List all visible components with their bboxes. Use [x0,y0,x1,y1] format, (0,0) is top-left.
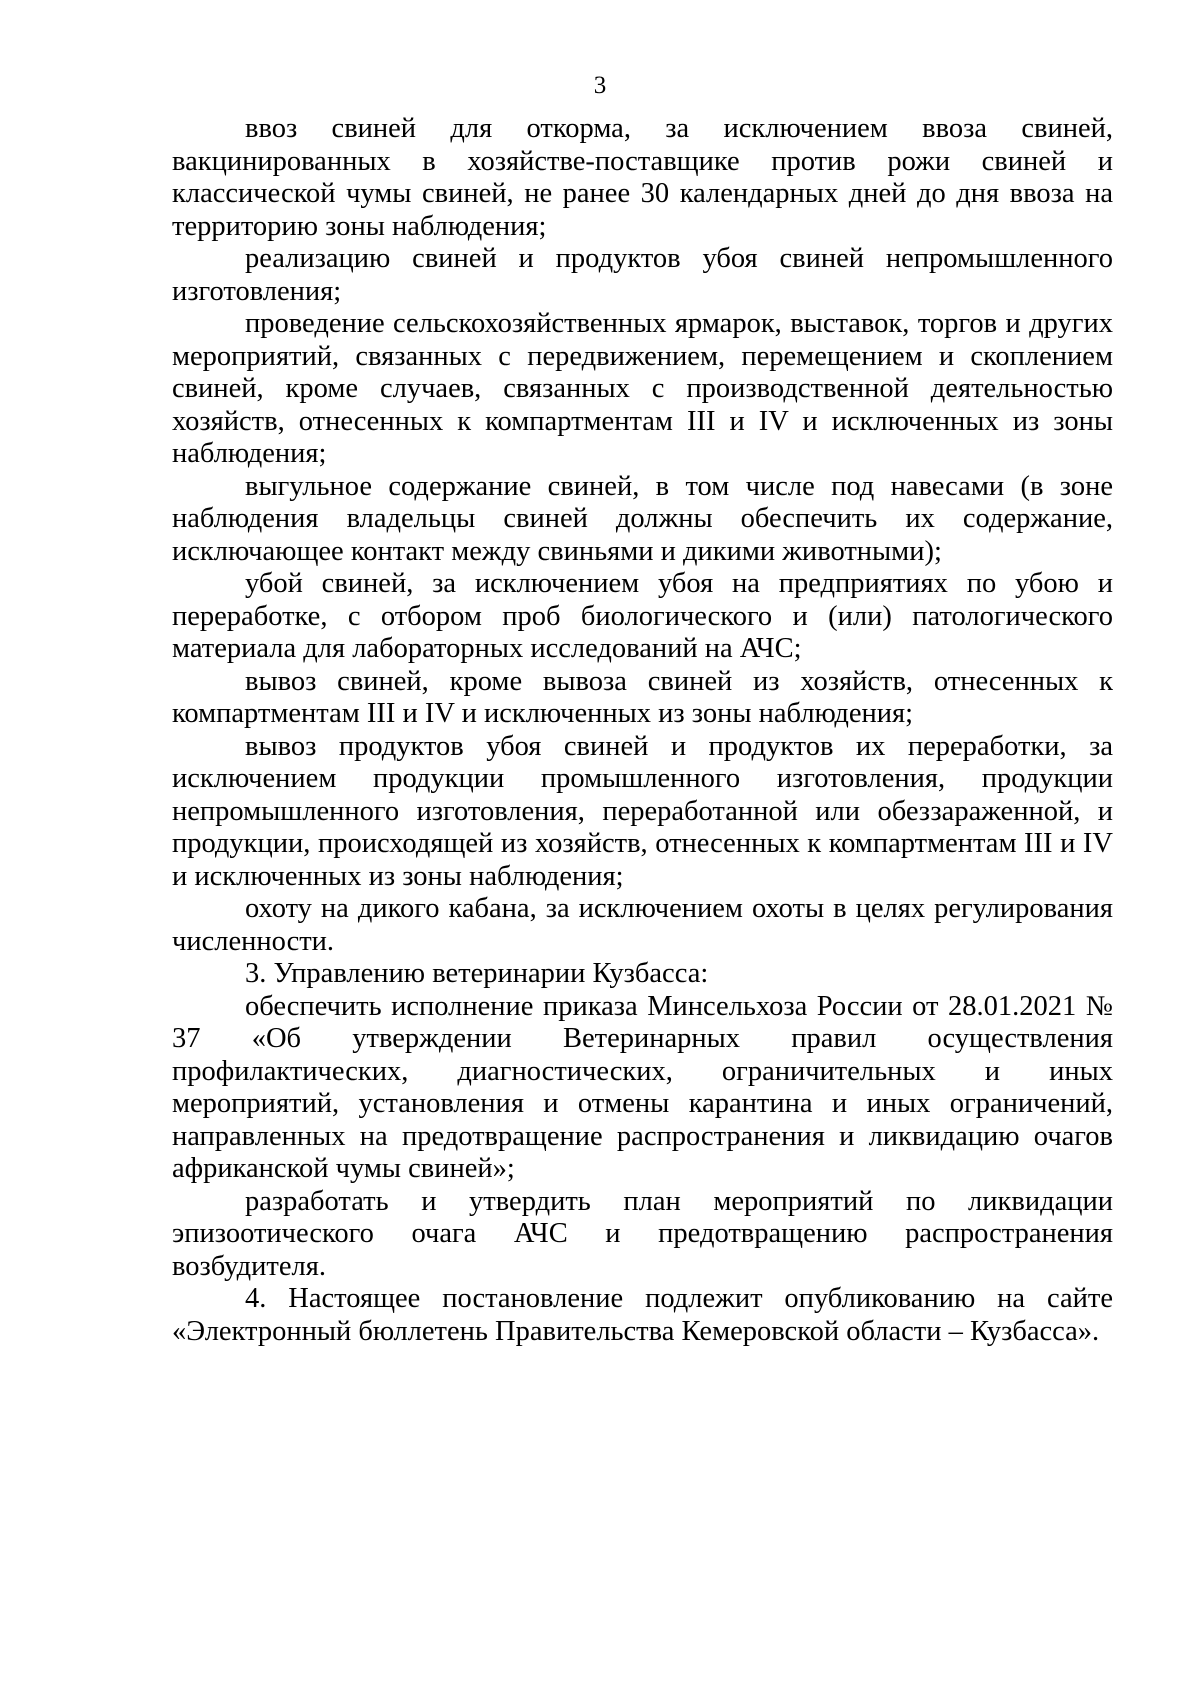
document-body [172,113,1113,1348]
paragraph-develop-plan: разработать и утвердить план мероприятий по ликвидации эпизоотического очага АЧС и предотвращению распространения возбудителя. [172,1185,1113,1282]
paragraph-sale-ban: реализацию свиней и продуктов убоя свиней непромышленного изготовления; [172,243,1113,307]
paragraph-free-range-ban: выгульное содержание свиней, в том числе под навесами (в зоне наблюдения владельцы свиней должны обеспечить их содержание, исключающее контакт между свиньями и дикими животными); [172,470,1113,567]
paragraph-hunting-ban: охоту на дикого кабана, за исключением охоты в целях регулирования численности. [172,893,1113,957]
paragraph-item-4: 4. Настоящее постановление подлежит опубликованию на сайте «Электронный бюллетень Правительства Кемеровской области – Кузбасса». [172,1283,1113,1347]
paragraph-export-products-ban: вывоз продуктов убоя свиней и продуктов их переработки, за исключением продукции промышленного изготовления, продукции непромышленного изготовления, переработанной или обеззараженной, и продукции, происходящей из хозяйств, отнесенных к компартментам III и IV и исключенных из зоны наблюдения; [172,730,1113,892]
paragraph-export-pigs-ban: вывоз свиней, кроме вывоза свиней из хозяйств, отнесенных к компартментам III и IV и исключенных из зоны наблюдения; [172,665,1113,729]
paragraph-item-3: 3. Управлению ветеринарии Кузбасса: [245,958,709,989]
page-number: 3 [593,72,607,99]
paragraph-fairs-ban: проведение сельскохозяйственных ярмарок, выставок, торгов и других мероприятий, связанных с передвижением, перемещением и скоплением свиней, кроме случаев, связанных с производственной деятельностью хозяйств, отнесенных к компартментам III и IV и исключенных из зоны наблюдения; [172,308,1113,469]
paragraph-ensure-order: обеспечить исполнение приказа Минсельхоза России от 28.01.2021 № 37 «Об утверждении Ветеринарных правил осуществления профилактических, диагностических, ограничительных и иных мероприятий, установления и отмены карантина и иных ограничений, направленных на предотвращение распространения и ликвидацию очагов африканской чумы свиней»; [172,990,1113,1184]
paragraph-slaughter-ban: убой свиней, за исключением убоя на предприятиях по убою и переработке, с отбором проб биологического и (или) патологического материала для лабораторных исследований на АЧС; [172,568,1113,664]
paragraph-import-ban: ввоз свиней для откорма, за исключением ввоза свиней, вакцинированных в хозяйстве-поставщике против рожи свиней и классической чумы свиней, не ранее 30 календарных дней до дня ввоза на территорию зоны наблюдения; [172,113,1113,242]
